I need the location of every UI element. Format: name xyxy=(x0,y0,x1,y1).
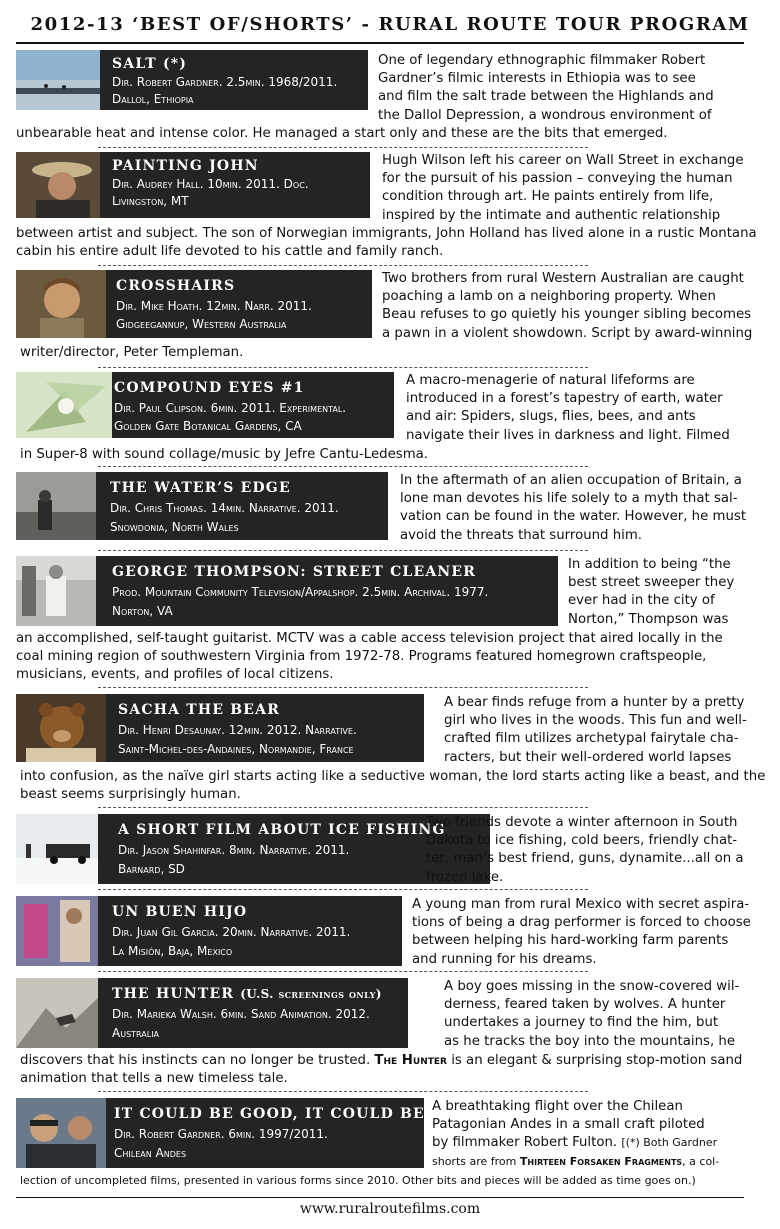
film-still-image xyxy=(16,50,100,110)
desc-wide-line: between artist and subject. The son of Norwegian immigrants, John Holland has lived alone in a rustic Montana xyxy=(16,226,757,241)
desc-line: and running for his dreams. xyxy=(412,951,597,967)
dashed-divider xyxy=(98,1091,588,1092)
film-director: Dir. Henri Desaunay. 12min. 2012. Narrative. xyxy=(118,723,357,737)
desc-line: crafted film utilizes archetypal fairytale cha- xyxy=(444,731,739,747)
film-description xyxy=(444,978,744,1051)
desc-line: poaching a lamb on a neighboring property. When xyxy=(382,289,716,305)
film-director: Dir. Robert Gardner. 6min. 1997/2011. xyxy=(114,1127,328,1141)
desc-line: derness, feared taken by wolves. A hunter xyxy=(444,997,726,1013)
film-title-emphasis: The Hunter xyxy=(374,1053,447,1068)
footnote-text: shorts are from xyxy=(432,1154,517,1168)
desc-line: A bear finds refuge from a hunter by a pretty xyxy=(444,695,745,710)
footer-url[interactable]: www.ruralroutefilms.com xyxy=(299,1201,481,1217)
film-title: CROSSHAIRS xyxy=(116,278,236,294)
film-title: SALT (*) xyxy=(112,56,188,72)
film-header xyxy=(16,896,402,966)
film-description xyxy=(432,1098,744,1171)
desc-wide-line: musicians, events, and profiles of local citizens. xyxy=(16,667,334,682)
desc-line: between helping his hard-working farm parents xyxy=(412,933,729,949)
desc-line: a pawn in a violent showdown. Script by award-winning xyxy=(382,325,753,341)
film-header xyxy=(16,694,424,762)
film-director: Dir. Jason Shahinfar. 8min. Narrative. 2011. xyxy=(118,843,350,857)
film-description xyxy=(400,472,747,545)
film-location: Golden Gate Botanical Gardens, CA xyxy=(114,419,302,433)
film-director: Dir. Juan Gil Garcia. 20min. Narrative. 2011. xyxy=(112,925,351,939)
desc-line: as he tracks the boy into the mountains, he xyxy=(444,1033,736,1049)
film-location: Barnard, SD xyxy=(118,862,185,876)
desc-wide-line: unbearable heat and intense color. He managed a start only and these are the bits that emerged. xyxy=(16,126,668,141)
film-header xyxy=(16,270,372,338)
desc-line: vation can be found in the water. However, he must xyxy=(400,509,747,525)
dashed-divider xyxy=(98,550,588,551)
film-description xyxy=(444,694,747,767)
desc-line: ever had in the city of xyxy=(568,593,715,609)
desc-line: Beau refuses to go quietly his younger sibling becomes xyxy=(382,307,752,323)
desc-wide-line: animation that tells a new timeless tale. xyxy=(20,1071,288,1086)
dashed-divider xyxy=(98,889,588,890)
dashed-divider xyxy=(98,807,588,808)
film-director: Dir. Robert Gardner. 2.5min. 1968/2011. xyxy=(112,75,338,89)
desc-line: Two friends devote a winter afternoon in South xyxy=(426,815,738,830)
desc-line: frozen lake. xyxy=(426,869,504,885)
film-location: Dallol, Ethiopia xyxy=(112,92,194,106)
desc-wide-line: coal mining region of southwestern Virginia from 1972-78. Programs featured homegrown craftspeople, xyxy=(16,649,707,664)
film-description xyxy=(382,270,753,343)
desc-wide-line: an accomplished, self-taught guitarist. MCTV was a cable access television project that aired locally in the xyxy=(16,631,723,646)
desc-line: the Dallol Depression, a wondrous environment of xyxy=(378,107,712,123)
desc-line: In the aftermath of an alien occupation of Britain, a xyxy=(400,473,742,488)
desc-line: girl who lives in the woods. This fun and well- xyxy=(444,713,747,729)
film-director: Dir. Marieka Walsh. 6min. Sand Animation. 2012. xyxy=(112,1007,370,1021)
film-location: La Misión, Baja, Mexico xyxy=(112,944,233,958)
film-still-image xyxy=(16,814,98,884)
desc-wide-line: beast seems surprisingly human. xyxy=(20,787,241,802)
film-location: Livingston, MT xyxy=(112,194,189,208)
desc-text: is an elegant & surprising stop-motion sand xyxy=(446,1053,743,1068)
desc-line xyxy=(432,1134,744,1152)
desc-line: tions of being a drag performer is forced to choose xyxy=(412,915,751,931)
title-rule xyxy=(16,42,744,44)
dashed-divider xyxy=(98,687,588,688)
desc-line: A boy goes missing in the snow-covered wil- xyxy=(444,979,740,994)
dashed-divider xyxy=(98,147,588,148)
film-title: THE WATER’S EDGE xyxy=(110,480,291,496)
desc-line: ter, man’s best friend, guns, dynamite...all on a xyxy=(426,851,744,867)
collection-title-emphasis: Thirteen Forsaken Fragments xyxy=(519,1154,683,1168)
desc-line xyxy=(432,1153,744,1171)
desc-line: condition through art. He paints entirely from life, xyxy=(382,189,714,205)
film-director: Prod. Mountain Community Television/Appalshop. 2.5min. Archival. 1977. xyxy=(112,585,489,599)
desc-line: Two brothers from rural Western Australian are caught xyxy=(382,271,744,286)
desc-line: inspired by the intimate and authentic relationship xyxy=(382,207,721,223)
desc-line: navigate their lives in darkness and light. Filmed xyxy=(406,427,730,443)
footnote-text: [(*) Both Gardner xyxy=(621,1136,718,1150)
film-title: COMPOUND EYES #1 xyxy=(114,380,305,396)
film-description xyxy=(568,556,744,629)
desc-line: Hugh Wilson left his career on Wall Street in exchange xyxy=(382,153,744,168)
desc-line: best street sweeper they xyxy=(568,575,735,591)
film-still-image xyxy=(16,978,98,1048)
footnote-text: , a col- xyxy=(682,1154,720,1168)
desc-line: Norton,” Thompson was xyxy=(568,611,729,627)
film-header xyxy=(16,556,558,626)
film-location: Chilean Andes xyxy=(114,1146,187,1160)
desc-wide-line: into confusion, as the naïve girl starts acting like a seductive woman, the lord starts acting like a beast, and the xyxy=(20,769,766,784)
film-still-image xyxy=(16,372,112,438)
film-title: GEORGE THOMPSON: STREET CLEANER xyxy=(112,564,477,580)
film-director: Dir. Chris Thomas. 14min. Narrative. 2011. xyxy=(110,501,339,515)
film-header xyxy=(16,50,368,110)
desc-wide-line xyxy=(20,1052,748,1070)
footer-rule xyxy=(16,1197,744,1198)
desc-text: discovers that his instincts can no longer be trusted. xyxy=(20,1053,371,1068)
film-still-image xyxy=(16,1098,106,1168)
desc-line: introduced in a forest’s tapestry of earth, water xyxy=(406,391,723,407)
film-title-text: THE HUNTER xyxy=(112,986,235,1002)
film-title: SACHA THE BEAR xyxy=(118,702,281,718)
desc-line: Dakota to ice fishing, cold beers, friendly chat- xyxy=(426,833,738,849)
film-title: PAINTING JOHN xyxy=(112,158,259,174)
desc-line: Patagonian Andes in a small craft piloted xyxy=(432,1117,705,1133)
film-title xyxy=(112,986,382,1002)
desc-wide-line: lection of uncompleted films, presented in various forms since 2010. Other bits and pieces will be added as time goes on.) xyxy=(20,1174,696,1187)
desc-line: A macro-menagerie of natural lifeforms are xyxy=(406,373,695,388)
film-description xyxy=(412,896,751,969)
desc-line: and air: Spiders, slugs, flies, bees, and ants xyxy=(406,409,696,425)
desc-text: by filmmaker Robert Fulton. xyxy=(432,1135,618,1151)
film-location: Australia xyxy=(112,1026,160,1040)
desc-line: A breathtaking flight over the Chilean xyxy=(432,1099,683,1114)
desc-line: undertakes a journey to find the him, but xyxy=(444,1015,719,1031)
film-description xyxy=(382,152,744,225)
desc-line: avoid the threats that surround him. xyxy=(400,527,643,543)
film-header xyxy=(16,152,370,218)
film-header xyxy=(16,472,388,540)
film-director: Dir. Paul Clipson. 6min. 2011. Experimental. xyxy=(114,401,347,415)
dashed-divider xyxy=(98,466,588,467)
film-title: A SHORT FILM ABOUT ICE FISHING xyxy=(118,822,446,838)
film-location: Norton, VA xyxy=(112,604,173,618)
desc-wide-line: in Super-8 with sound collage/music by Jefre Cantu-Ledesma. xyxy=(20,447,429,462)
film-title: UN BUEN HIJO xyxy=(112,904,248,920)
film-location: Saint-Michel-des-Andaines, Normandie, France xyxy=(118,742,354,756)
dashed-divider xyxy=(98,971,588,972)
film-header xyxy=(16,978,408,1048)
desc-line: for the pursuit of his passion – conveying the human xyxy=(382,171,733,187)
desc-line: racters, but their well-ordered world lapses xyxy=(444,749,732,765)
desc-wide-line: cabin his entire adult life devoted to his cattle and family ranch. xyxy=(16,244,444,259)
page-title: 2012-13 ‘BEST OF/SHORTS’ - RURAL ROUTE TOUR PROGRAM xyxy=(30,14,750,35)
desc-line: lone man devotes his life solely to a myth that sal- xyxy=(400,491,738,507)
film-location: Gidgeegannup, Western Australia xyxy=(116,317,287,331)
film-still-image xyxy=(16,472,96,540)
desc-line: A young man from rural Mexico with secret aspira- xyxy=(412,897,750,912)
film-description xyxy=(426,814,744,887)
film-still-image xyxy=(16,896,98,966)
desc-wide-line: writer/director, Peter Templeman. xyxy=(20,345,244,360)
film-title: IT COULD BE GOOD, IT COULD BE BAD (*) xyxy=(114,1106,500,1122)
desc-line: and film the salt trade between the Highlands and xyxy=(378,89,714,105)
desc-line: In addition to being “the xyxy=(568,557,731,572)
dashed-divider xyxy=(98,265,588,266)
film-still-image xyxy=(16,694,106,762)
film-director: Dir. Audrey Hall. 10min. 2011. Doc. xyxy=(112,177,309,191)
film-description xyxy=(378,52,744,125)
film-still-image xyxy=(16,556,96,626)
desc-line: Gardner’s filmic interests in Ethiopia was to see xyxy=(378,71,696,87)
desc-line: One of legendary ethnographic filmmaker Robert xyxy=(378,53,706,68)
film-director: Dir. Mike Hoath. 12min. Narr. 2011. xyxy=(116,299,312,313)
film-location: Snowdonia, North Wales xyxy=(110,520,239,534)
dashed-divider xyxy=(98,367,588,368)
film-still-image xyxy=(16,152,100,218)
film-description xyxy=(406,372,744,445)
film-header xyxy=(16,372,394,438)
film-title-note: (U.S. screenings only) xyxy=(240,987,382,1001)
film-still-image xyxy=(16,270,106,338)
